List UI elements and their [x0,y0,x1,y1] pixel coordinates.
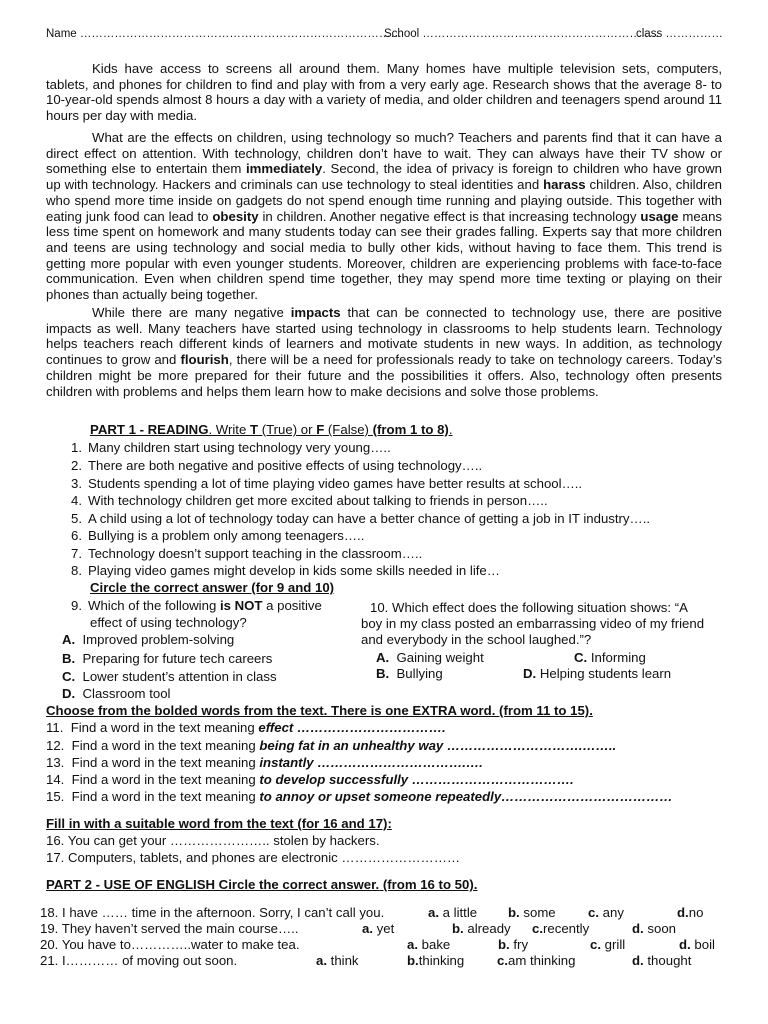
class-field-label: class …………… [636,28,723,40]
paragraph-text: means less time spent on homework and many students today can see their grades falling. Experts say that more children and teens are using technology and social media to bully other kids, without having to face them. This trend is getting more popular with even younger students. Moreover, children are experiencing problems with face-to-face communication. Even when children spend time together, they may spend more time texting or playing on their phones than actually being together. [46,208,722,303]
paragraph-text: in children. Another negative effect is that increasing technology [258,208,641,224]
part1-instr: . [448,422,453,437]
q9-option-b[interactable]: B. Preparing for future tech careers [62,651,273,666]
question-9: 9. Which of the following is NOT a positive [71,598,322,613]
q21-option-b[interactable]: b.thinking [407,953,465,968]
bolded-words-title: Choose from the bolded words from the text. There is one EXTRA word. (from 11 to 15). [46,703,593,718]
list-item: 3. Students spending a lot of time playing video games have better results at school….. [71,475,583,491]
part1-instr: (True) or [258,422,317,437]
q9-option-a[interactable]: A. Improved problem-solving [62,632,235,647]
list-item: 5. A child using a lot of technology today can have a better chance of getting a job in IT industry….. [71,510,651,526]
q20-option-c[interactable]: c. grill [590,937,626,952]
question-21: 21. I………… of moving out soon. [40,953,238,968]
q10-option-d[interactable]: D. Helping students learn [523,666,672,681]
q18-option-d[interactable]: d.no [677,905,704,920]
q19-option-b[interactable]: b. already [452,921,511,936]
q10-option-c[interactable]: C. Informing [574,650,646,665]
fill-in-title: Fill in with a suitable word from the text (for 16 and 17): [46,816,392,831]
question-10-line3: and everybody in the school laughed.”? [361,632,592,647]
list-item: 1. Many children start using technology very young….. [71,440,391,455]
q21-option-a[interactable]: a. think [316,953,359,968]
paragraph-text: What are the effects on children, using technology so much? Teachers and parents find that it can have a direct effect on attention. With technology, children don’t have to wait. They can always have their TV show or something else to entertain them [46,130,722,177]
q20-option-a[interactable]: a. bake [407,937,451,952]
bold-word-impacts: impacts [290,305,341,320]
q10-option-a[interactable]: A. Gaining weight [376,650,484,665]
question-14: 14. Find a word in the text meaning to develop successfully ………………………………. [46,772,574,787]
q10-option-b[interactable]: B. Bullying [376,666,443,681]
paragraph-text: that can be connected to technology use, there are positive impacts as well. Many teachers have started using technology in classrooms to help students learn. Technology helps teachers reach different kinds of learners and motivate students in new ways. In addition, as technology continues to grow and [46,305,722,368]
q21-option-d[interactable]: d. thought [632,953,692,968]
question-11: 11. Find a word in the text meaning effect ……………………………. [46,720,446,735]
part1-false-letter: F [316,422,325,437]
q20-option-b[interactable]: b. fry [498,937,529,952]
q19-option-c[interactable]: c.recently [532,921,590,936]
question-13: 13. Find a word in the text meaning instantly …………………………….…. [46,755,483,770]
question-16: 16. You can get your ………………….. stolen by hackers. [46,833,380,848]
list-item: 2. There are both negative and positive effects of using technology….. [71,458,483,473]
list-item: 7. Technology doesn’t support teaching in the classroom….. [71,545,423,561]
not-emphasis: is NOT [219,598,263,613]
question-15: 15. Find a word in the text meaning to annoy or upset someone repeatedly………………………………… [46,789,673,804]
q21-option-c[interactable]: c.am thinking [497,953,576,968]
list-item: 8. Playing video games might develop in kids some skills needed in life… [71,563,500,578]
bold-word-usage: usage [640,208,679,224]
paragraph-text: Kids have access to screens all around them. Many homes have multiple television sets, computers, tablets, and phones for children to find and play with from a very early age. Research shows that the average 8- to 10-year-old spends almost 8 hours a day with a variety of media, and older children and teenagers spend around 11 hours per day with media. [46,61,722,124]
q20-option-d[interactable]: d. boil [679,937,715,952]
q9-option-c[interactable]: C. Lower student’s attention in class [62,669,277,684]
list-item: 6. Bullying is a problem only among teenagers….. [71,528,365,543]
q9-option-d[interactable]: D. Classroom tool [62,686,171,701]
q19-option-a[interactable]: a. yet [362,921,395,936]
bold-word-flourish: flourish [180,352,229,368]
passage-paragraph-3 [46,305,722,399]
paragraph-text: . Second, the idea of privacy is foreign to children who have grown up with technology. Hackers and criminals can use technology to steal identities and [46,161,722,193]
q18-option-a[interactable]: a. a little [428,905,478,920]
part1-instr: . Write [208,422,250,437]
part2-title: PART 2 - USE OF ENGLISH Circle the correct answer. (from 16 to 50). [46,877,478,892]
question-10-line1: 10. Which effect does the following situation shows: “A [370,600,688,615]
question-19: 19. They haven’t served the main course….. [40,921,299,936]
question-20: 20. You have to…………..water to make tea. [40,937,300,952]
paragraph-text: children. Also, children who spend more time inside on gadgets do not spend enough time running and playing outside. This together with eating junk food can lead to [46,177,722,224]
part1-instr: (False) [324,422,373,437]
name-field-label: Name ………………………………………………………………………… [46,28,402,40]
circle-section-title: Circle the correct answer (for 9 and 10) [90,580,335,595]
part1-heading: PART 1 - READING [90,422,209,437]
passage-paragraph-1 [46,61,722,124]
question-18: 18. I have …… time in the afternoon. Sorry, I can’t call you. [40,905,385,920]
bold-word-harass: harass [543,177,586,193]
part1-title [90,422,452,438]
part1-range: (from 1 to 8) [372,422,449,437]
question-12: 12. Find a word in the text meaning being fat in an unhealthy way ………………………….…….. [46,738,617,753]
passage-paragraph-2 [46,130,722,303]
paragraph-text: While there are many negative [92,305,291,320]
question-17: 17. Computers, tablets, and phones are electronic ……………………… [46,850,461,865]
question-10-line2: boy in my class posted an embarrassing video of my friend [361,616,705,631]
list-item: 4. With technology children get more excited about talking to friends in person….. [71,493,548,508]
school-field-label: School …………………………………………………….. [384,28,659,40]
q19-option-d[interactable]: d. soon [632,921,676,936]
bold-word-immediately: immediately [245,161,323,177]
paragraph-text: , there will be a need for professionals ready to take on technology careers. Today’s children might be more prepared for their future and the possibilities it offers. Also, technology often presents children with problems and helps them learn how to make decisions and solve those problems. [46,352,722,399]
q18-option-c[interactable]: c. any [588,905,624,920]
question-9-line2: effect of using technology? [90,615,247,630]
q18-option-b[interactable]: b. some [508,905,556,920]
part1-true-letter: T [249,422,259,437]
bold-word-obesity: obesity [212,208,259,224]
